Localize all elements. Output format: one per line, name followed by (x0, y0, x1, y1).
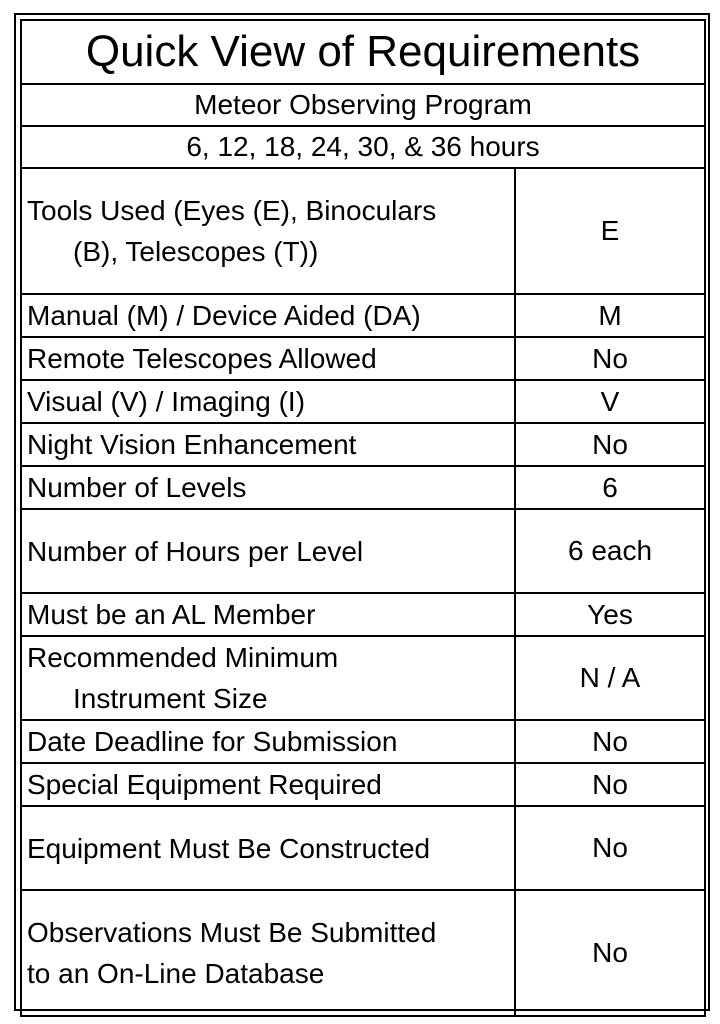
row-label: Number of Hours per Level (21, 509, 515, 593)
row-value: Yes (515, 593, 705, 636)
row-label: Special Equipment Required (21, 763, 515, 806)
row-value: 6 (515, 466, 705, 509)
row-label: Date Deadline for Submission (21, 720, 515, 763)
row-label: Night Vision Enhancement (21, 423, 515, 466)
row-label: Visual (V) / Imaging (I) (21, 380, 515, 423)
row-value: M (515, 294, 705, 337)
page-title: Quick View of Requirements (21, 20, 705, 84)
row-value: 6 each (515, 509, 705, 593)
title-row (21, 20, 705, 84)
requirements-table (20, 19, 706, 1017)
hours-row (21, 126, 705, 168)
table-row (21, 380, 705, 423)
row-value: No (515, 423, 705, 466)
table-row (21, 337, 705, 380)
table-row (21, 763, 705, 806)
row-label: Manual (M) / Device Aided (DA) (21, 294, 515, 337)
row-label-line: (B), Telescopes (T)) (73, 236, 319, 267)
row-label-line: Recommended Minimum (27, 642, 339, 673)
table-row (21, 720, 705, 763)
row-label: Number of Levels (21, 466, 515, 509)
row-label-line: Instrument Size (73, 683, 268, 714)
row-value: No (515, 720, 705, 763)
row-label: Must be an AL Member (21, 593, 515, 636)
row-value: N / A (515, 636, 705, 720)
row-value: V (515, 380, 705, 423)
row-label: Remote Telescopes Allowed (21, 337, 515, 380)
row-value: No (515, 890, 705, 1016)
row-value: No (515, 763, 705, 806)
row-label-line: to an On-Line Database (27, 958, 325, 989)
program-name: Meteor Observing Program (21, 84, 705, 126)
table-row (21, 806, 705, 890)
row-value: E (515, 168, 705, 294)
table-row (21, 636, 705, 720)
table-row (21, 294, 705, 337)
table-row (21, 509, 705, 593)
table-row (21, 890, 705, 1016)
row-value: No (515, 806, 705, 890)
row-label-line: Tools Used (Eyes (E), Binoculars (27, 195, 437, 226)
row-label-line: Observations Must Be Submitted (27, 917, 437, 948)
table-row (21, 168, 705, 294)
row-label: Equipment Must Be Constructed (21, 806, 515, 890)
row-label (21, 890, 515, 1016)
table-row (21, 593, 705, 636)
hours-list: 6, 12, 18, 24, 30, & 36 hours (21, 126, 705, 168)
program-row (21, 84, 705, 126)
row-label (21, 168, 515, 294)
table-row (21, 423, 705, 466)
row-label (21, 636, 515, 720)
row-value: No (515, 337, 705, 380)
table-row (21, 466, 705, 509)
